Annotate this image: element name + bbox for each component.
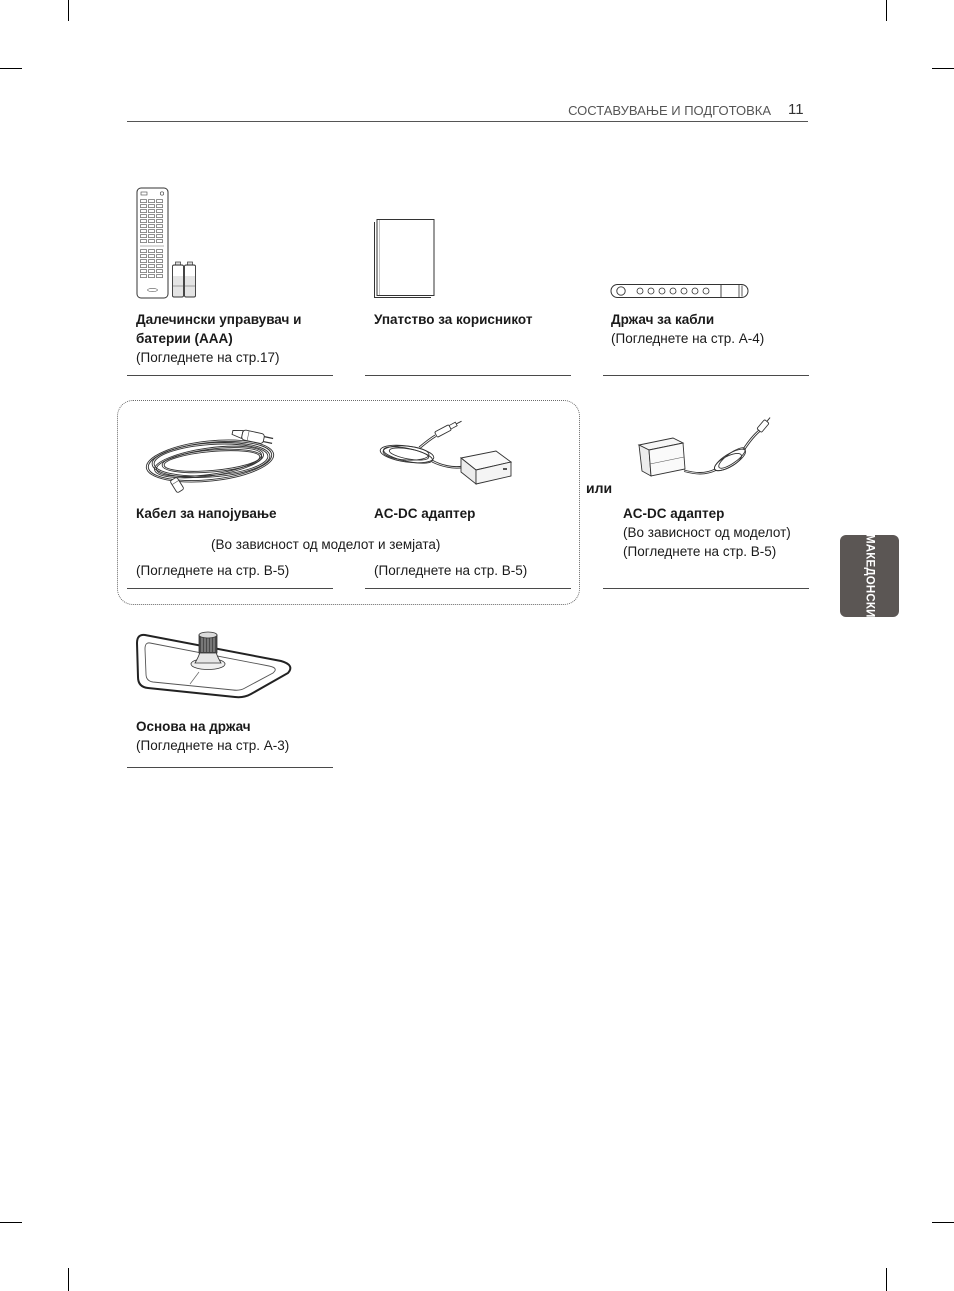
item-title: Кабел за напојување — [136, 506, 277, 521]
crop-mark-top-left-h — [0, 68, 22, 69]
item-stand-base-label — [136, 717, 289, 755]
item-title: AC-DC адаптер — [623, 506, 725, 521]
stand-base-icon — [133, 626, 296, 702]
item-divider — [127, 767, 333, 768]
wall-plug-body-icon — [639, 438, 685, 476]
dc-connector-icon — [435, 418, 463, 437]
section-title: СОСТАВУВАЊЕ И ПОДГОТОВКА — [568, 103, 771, 118]
ac-dc-adapter-icon — [377, 414, 515, 492]
header-rule — [127, 121, 808, 122]
language-tab — [840, 535, 899, 617]
item-adapter-a-note — [374, 561, 527, 580]
item-power-cord-note — [136, 561, 289, 580]
crop-mark-top-left-v — [68, 0, 69, 21]
item-note: (Погледнете на стр. B-5) — [374, 563, 528, 578]
item-note: (Погледнете на стр. B-5) — [136, 563, 290, 578]
item-remote-label — [136, 310, 301, 367]
item-note: (Погледнете на стр. A-4) — [611, 331, 765, 346]
item-adapter-b-label — [623, 504, 791, 561]
item-power-cord-label — [136, 504, 277, 523]
item-divider — [603, 588, 809, 589]
item-note: (Погледнете на стр. A-3) — [136, 738, 290, 753]
item-title: Основа на држач — [136, 719, 251, 734]
item-divider — [127, 375, 333, 376]
item-title: Држач за кабли — [611, 312, 715, 327]
page-number: 11 — [788, 101, 804, 118]
battery-icon — [185, 262, 196, 297]
crop-mark-bottom-left-v — [68, 1268, 69, 1291]
crop-mark-bottom-right-v — [886, 1268, 887, 1291]
group-model-note — [211, 535, 440, 554]
language-tab-label: МАКЕДОНСКИ — [863, 534, 876, 618]
item-title: Упатство за корисникот — [374, 312, 533, 327]
cable-holder-icon — [609, 282, 751, 301]
item-divider — [127, 588, 333, 589]
item-divider — [365, 588, 571, 589]
crop-mark-top-right-h — [932, 68, 954, 69]
manual-book-icon — [372, 217, 438, 301]
item-note-model: (Во зависност од моделот) — [623, 525, 791, 540]
item-title: Далечински управувач и — [136, 312, 302, 327]
item-title: батерии (AAA) — [136, 331, 233, 346]
item-note: (Погледнете на стр.17) — [136, 350, 280, 365]
or-label: или — [586, 480, 613, 496]
battery-icon — [173, 262, 184, 297]
adapter-brick-icon — [461, 451, 511, 484]
crop-mark-top-right-v — [886, 0, 887, 21]
connector-plug-icon — [170, 477, 184, 493]
item-note: (Погледнете на стр. B-5) — [623, 544, 777, 559]
power-cord-icon — [140, 424, 285, 496]
remote-control-icon — [137, 188, 168, 298]
wall-adapter-icon — [635, 418, 775, 494]
item-divider — [603, 375, 809, 376]
item-manual-label — [374, 310, 532, 329]
crop-mark-bottom-right-h — [932, 1222, 954, 1223]
dc-connector-icon — [757, 416, 773, 433]
item-title: AC-DC адаптер — [374, 506, 476, 521]
remote-and-batteries-icon — [135, 186, 201, 300]
item-divider — [365, 375, 571, 376]
item-adapter-a-label — [374, 504, 475, 523]
item-cable-holder-label — [611, 310, 764, 348]
crop-mark-bottom-left-h — [0, 1222, 22, 1223]
group-note-text: (Во зависност од моделот и земјата) — [211, 537, 441, 552]
